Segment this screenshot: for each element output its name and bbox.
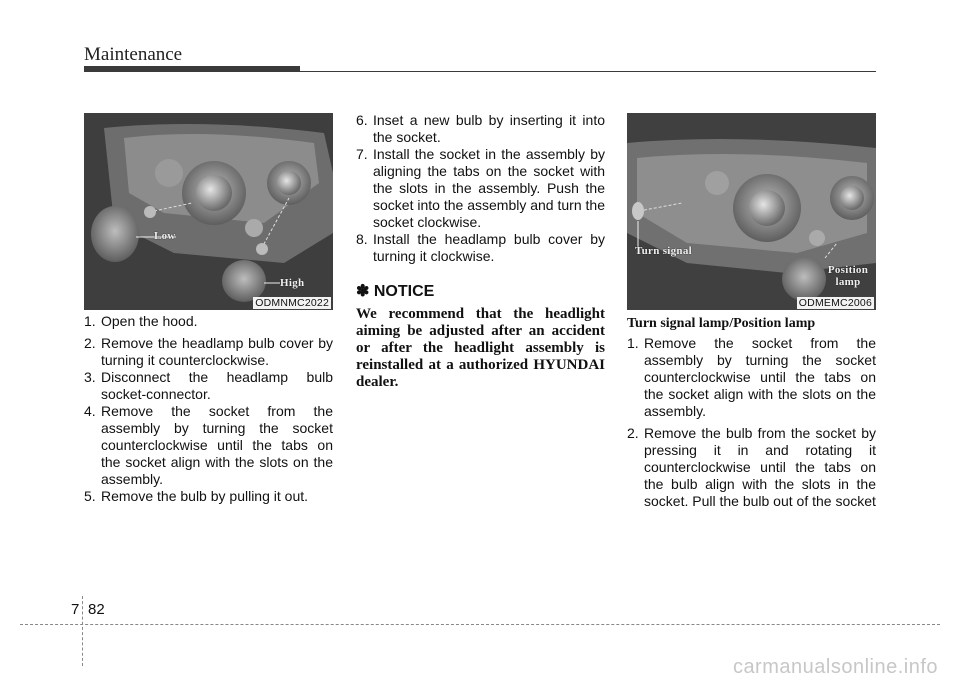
notice-text: We recommend that the headlight aiming be adjusted after an accident or after the headlight assembly is reinstalled at a authorized HYUNDAI dealer. (356, 306, 605, 390)
column-3 (627, 313, 876, 510)
turn-signal-position-figure (627, 113, 876, 310)
list-item: 1. Remove the socket from the assembly by turning the socket counterclockwise until the tabs on the socket align with the slots on the assembly. (627, 335, 876, 419)
watermark: carmanualsonline.info (732, 656, 938, 678)
callout-high: High (280, 277, 305, 289)
subsection-heading: Turn signal lamp/Position lamp (627, 316, 816, 331)
notice-heading: ✽ NOTICE (356, 283, 435, 300)
section-title: Maintenance (84, 44, 183, 65)
list-item: 4. Remove the socket from the assembly by turning the socket counterclockwise until the tabs on the socket align with the slots on the assembly. (84, 403, 333, 487)
header-rule (300, 71, 876, 72)
list-item: 2. Remove the headlamp bulb cover by turning it counterclockwise. (84, 335, 333, 368)
list-item: 1. Open the hood. (84, 313, 198, 329)
figure-code: ODMEMC2006 (798, 297, 872, 309)
callout-low: Low (154, 230, 176, 242)
list-item: 7. Install the socket in the assembly by aligning the tabs on the socket with the slots in the assembly. Push the socket into the assembly and turn the socket clockwise. (356, 146, 605, 230)
headlamp-install-steps (356, 112, 605, 265)
column-1 (84, 313, 333, 505)
list-item: 6. Inset a new bulb by inserting it into the socket. (356, 112, 605, 145)
headlamp-low-high-figure (84, 113, 333, 310)
headlamp-removal-steps (84, 313, 333, 505)
page-number: 82 (88, 601, 105, 618)
footer-divider (20, 624, 940, 625)
chapter-number: 7 (71, 601, 80, 618)
list-item: 8. Install the headlamp bulb cover by turning it clockwise. (356, 231, 605, 264)
column-2 (356, 112, 605, 391)
header-bar (84, 66, 300, 72)
callout-position-lamp: Position lamp (827, 264, 869, 288)
figure-code: ODMNMC2022 (255, 297, 329, 309)
list-item: 2. Remove the bulb from the socket by pressing it in and rotating it counterclockwise until the tabs on the bulb align with the slots in the socket. Pull the bulb out of the socket (627, 425, 876, 509)
list-item: 3. Disconnect the headlamp bulb socket-connector. (84, 369, 333, 402)
callout-turn-signal: Turn signal (635, 245, 693, 257)
footer-divider-vertical (82, 596, 83, 666)
turn-signal-steps (627, 335, 876, 510)
list-item: 5. Remove the bulb by pulling it out. (84, 488, 309, 504)
